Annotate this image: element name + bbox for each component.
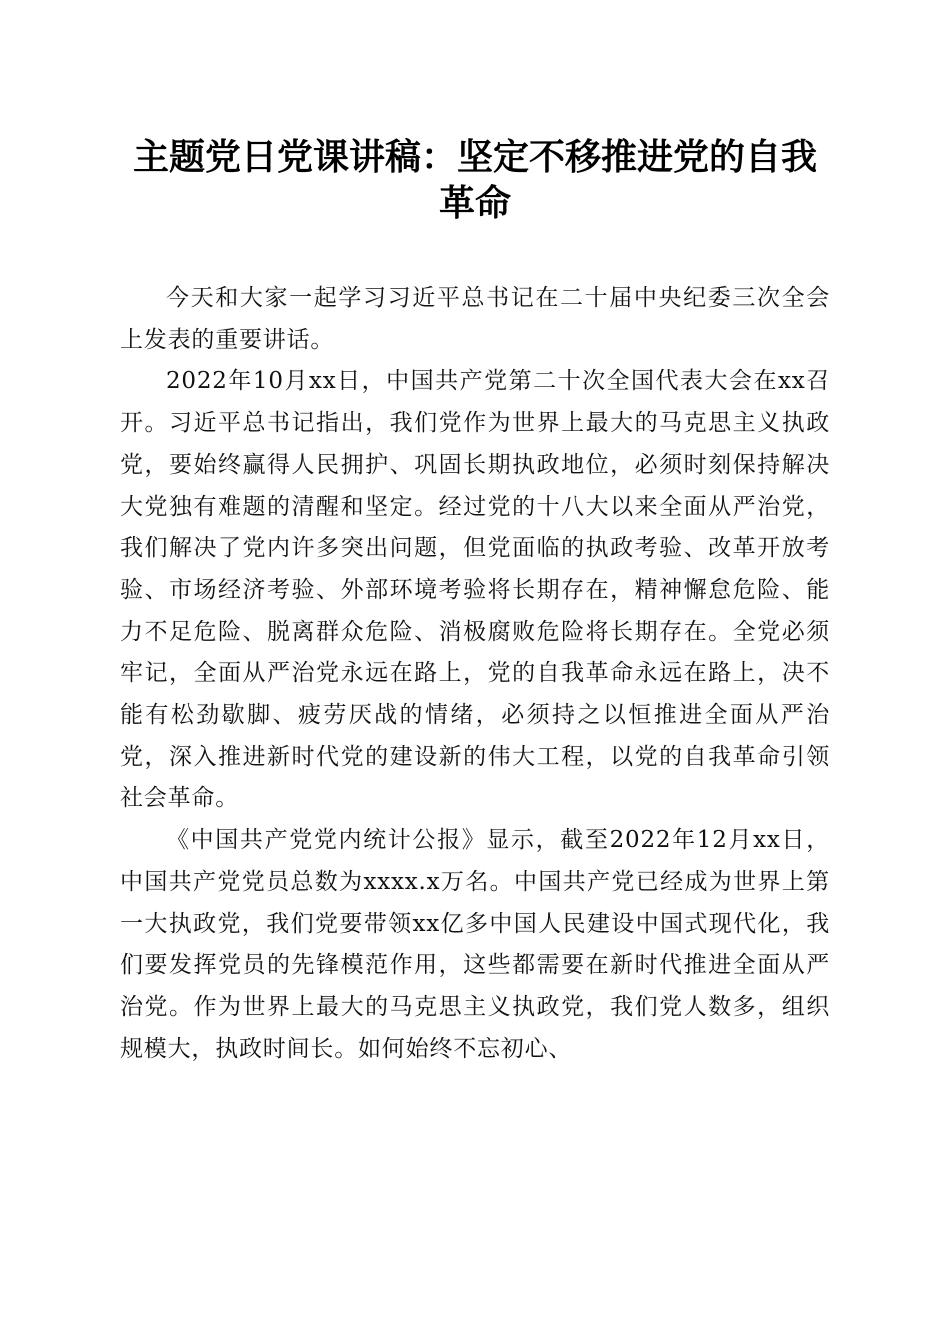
document-title: 主题党日党课讲稿：坚定不移推进党的自我革命 xyxy=(132,136,817,224)
paragraph-intro: 今天和大家一起学习习近平总书记在二十届中央纪委三次全会上发表的重要讲话。 xyxy=(120,285,830,353)
document-body xyxy=(120,278,830,1070)
paragraph-statistics: 《中国共产党党内统计公报》显示，截至2022年12月xx日，中国共产党党员总数为xxxx.x万名。中国共产党已经成为世界上第一大执政党，我们党要带领xx亿多中国人民建设中国式现代化，我们要发挥党员的先锋模范作用，这些都需要在新时代推进全面从严治党。作为世界上最大的马克思主义执政党，我们党人数多，组织规模大，执政时间长。如何始终不忘初心、 xyxy=(120,827,830,1062)
paragraph-congress: 2022年10月xx日，中国共产党第二十次全国代表大会在xx召开。习近平总书记指出，我们党作为世界上最大的马克思主义执政党，要始终赢得人民拥护、巩固长期执政地位，必须时刻保持解决大党独有难题的清醒和坚定。经过党的十八大以来全面从严治党，我们解决了党内许多突出问题，但党面临的执政考验、改革开放考验、市场经济考验、外部环境考验将长期存在，精神懈怠危险、能力不足危险、脱离群众危险、消极腐败危险将长期存在。全党必须牢记，全面从严治党永远在路上，党的自我革命永远在路上，决不能有松劲歇脚、疲劳厌战的情绪，必须持之以恒推进全面从严治党，深入推进新时代党的建设新的伟大工程，以党的自我革命引领社会革命。 xyxy=(120,368,830,812)
